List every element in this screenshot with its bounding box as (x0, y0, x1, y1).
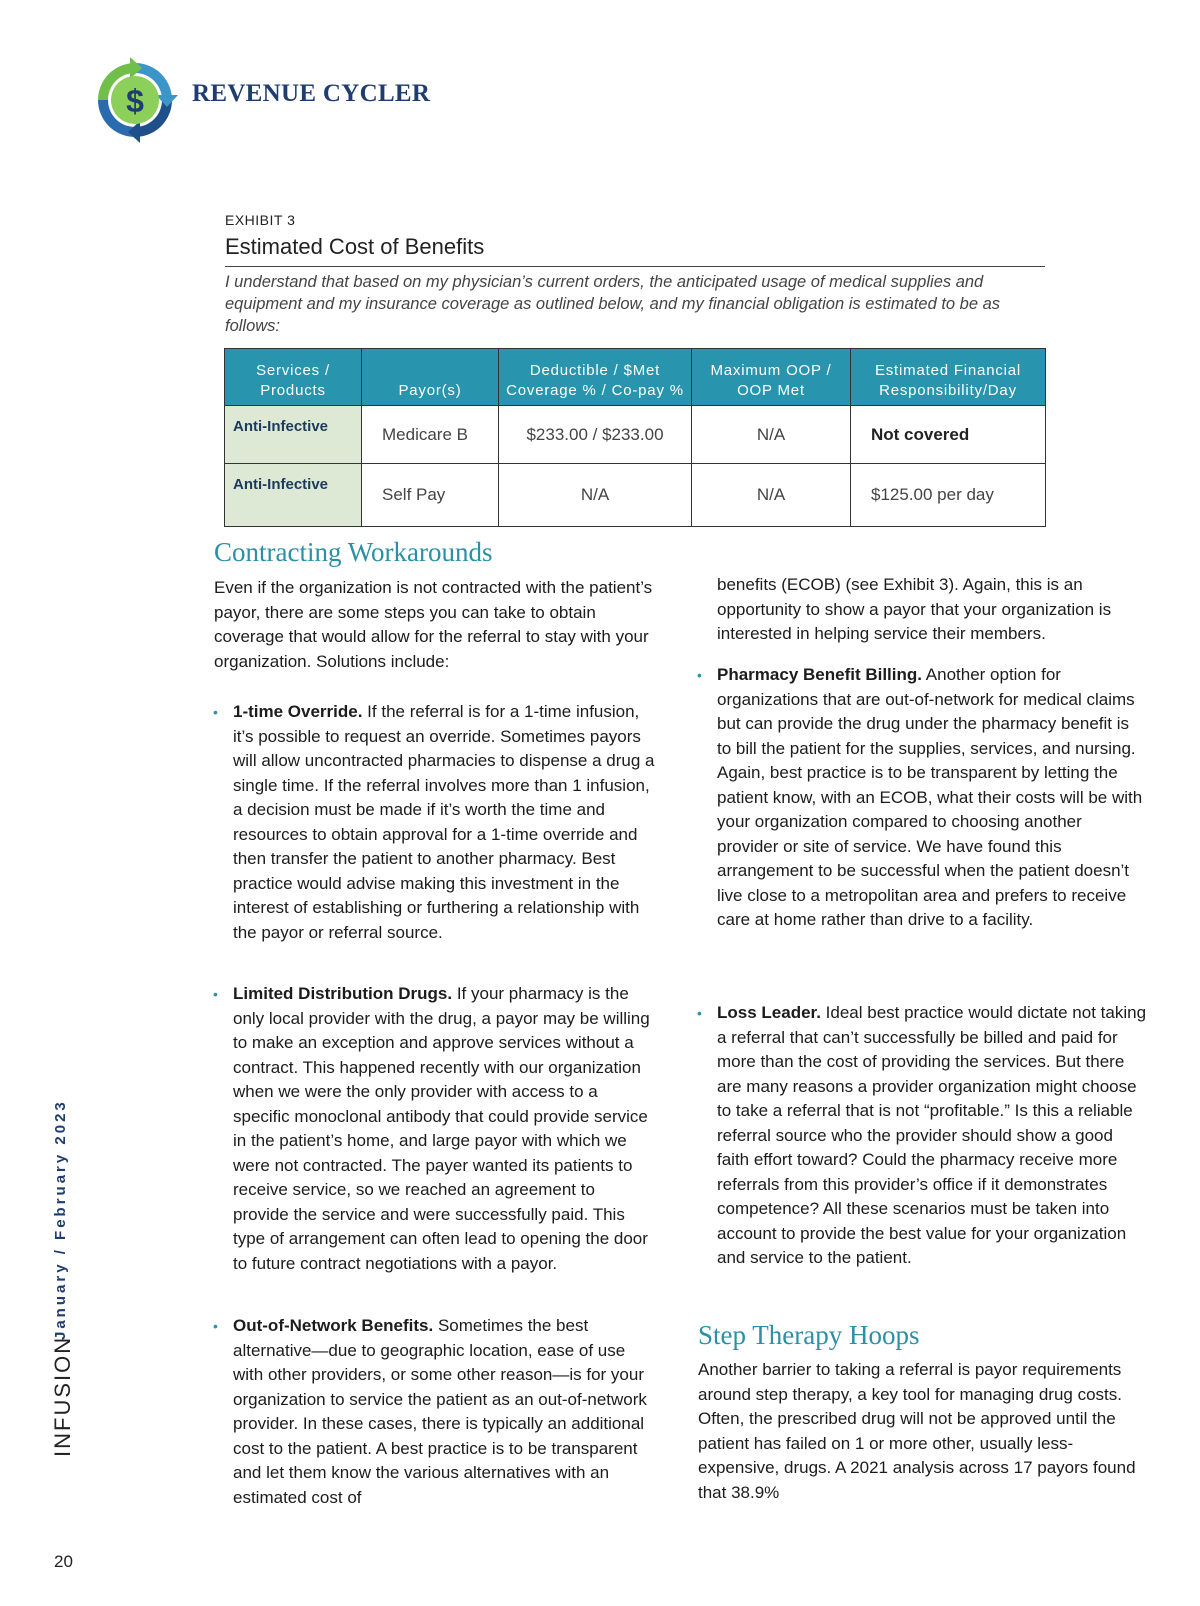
contracting-intro: Even if the organization is not contracted with the patient’s payor, there are some steps you can take to obtain coverage that would allow for the referral to stay with your organization. Solutions include: (214, 578, 653, 671)
bullet-title: Limited Distribution Drugs. (233, 984, 453, 1003)
table-row (225, 406, 1046, 464)
bullet-icon: • (213, 1318, 218, 1334)
bullet-text: Another option for organizations that are out-of-network for medical claims but can provide the drug under the pharmacy benefit is to bill the patient for the supplies, services, and nursing. Again, best practice is to be transparent by letting the patient know, with an ECOB, what their costs will be with your organization compared to choosing another provider or site of service. We have found this arrangement to be successful when the patient doesn’t live close to a metropolitan area and prefers to receive care at home rather than drive to a facility. (717, 665, 1143, 929)
bullet-icon: • (213, 986, 218, 1002)
table-cell-oop: N/A (692, 406, 851, 464)
list-item (697, 663, 1147, 933)
exhibit-title: Estimated Cost of Benefits (225, 234, 1045, 267)
exhibit-label: EXHIBIT 3 (225, 212, 296, 228)
list-item (213, 700, 655, 945)
bullet-text: Sometimes the best alternative—due to geographic location, ease of use with other providers, or some other reason—is for your organization to service the patient as an out-of-network provider. In these cases, there is typically an additional cost to the patient. A best practice is to be transparent and let them know the various alternatives with an estimated cost of (233, 1316, 647, 1507)
table-cell-deductible: $233.00 / $233.00 (499, 406, 692, 464)
bullet-text: If your pharmacy is the only local provider with the drug, a payor may be willing to make an exception and approve services without a contract. This happened recently with our organization when we were the only provider with access to a specific monoclonal antibody that could provide service in the patient’s home, and large payor with which we were not contracted. The payer wanted its patients to receive service, so we reached an agreement to provide the service and were successfully paid. This type of arrangement can often lead to opening the door to future contract negotiations with a payor. (233, 984, 650, 1273)
table-cell-service: Anti-Infective (225, 464, 362, 527)
table-cell-payor: Medicare B (362, 406, 499, 464)
step-therapy-heading: Step Therapy Hoops (698, 1320, 920, 1350)
bullet-title: Pharmacy Benefit Billing. (717, 665, 922, 684)
list-item (697, 1001, 1147, 1271)
table-header: Services / Products (225, 349, 362, 406)
contracting-heading: Contracting Workarounds (214, 537, 493, 567)
exhibit-caption: I understand that based on my physician’s current orders, the anticipated usage of medical supplies and equipment and my insurance coverage as outlined below, and my financial obligation is estimated to be as follows: (225, 273, 1001, 335)
table-cell-responsibility: $125.00 per day (851, 464, 1046, 527)
dollar-cycle-icon (92, 57, 178, 143)
table-header: Deductible / $Met Coverage % / Co-pay % (499, 349, 692, 406)
table-header: Maximum OOP / OOP Met (692, 349, 851, 406)
page-number: 20 (54, 1552, 73, 1571)
table-cell-payor: Self Pay (362, 464, 499, 527)
table-cell-service: Anti-Infective (225, 406, 362, 464)
bullet-title: Out-of-Network Benefits. (233, 1316, 434, 1335)
table-cell-oop: N/A (692, 464, 851, 527)
section-title: REVENUE CYCLER (192, 80, 431, 107)
table-row (225, 464, 1046, 527)
exhibit-header (225, 212, 1045, 337)
benefits-table (224, 348, 1046, 527)
list-item (213, 1314, 655, 1510)
table-cell-responsibility: Not covered (851, 406, 1046, 464)
issue-date: January / February 2023 (52, 1099, 69, 1340)
bullet-title: Loss Leader. (717, 1003, 821, 1022)
svg-text:$: $ (126, 83, 144, 119)
table-header: Payor(s) (362, 349, 499, 406)
table-header: Estimated Financial Responsibility/Day (851, 349, 1046, 406)
table-header-row (225, 349, 1046, 406)
step-therapy-text: Another barrier to taking a referral is payor requirements around step therapy, a key tool for managing drug costs. Often, the prescribed drug will not be approved until the patient has failed on 1 or more other, usually less-expensive, drugs. A 2021 analysis across 17 payors found that 38.9% (698, 1360, 1136, 1502)
bullet-icon: • (697, 1005, 702, 1021)
bullet-title: 1-time Override. (233, 702, 363, 721)
bullet-icon: • (213, 704, 218, 720)
magazine-brand: INFUSION (50, 1335, 75, 1457)
bullet-text: Ideal best practice would dictate not taking a referral that can’t successfully be billed and paid for more than the cost of providing the services. But there are many reasons a provider organization might choose to take a referral that is not “profitable.” Is this a reliable referral source who the provider should show a good faith effort toward? Could the pharmacy receive more referrals from this provider’s office if it demonstrates competence? All these scenarios must be taken into account to provide the best value for your organization and service to the patient. (717, 1003, 1147, 1267)
bullet-text: If the referral is for a 1-time infusion, it’s possible to request an override. Sometimes payors will allow uncontracted pharmacies to dispense a drug a single time. If the referral involves more than 1 infusion, a decision must be made if it’s worth the time and resources to obtain approval for a 1-time override and then transfer the patient to another pharmacy. Best practice would advise making this investment in the interest of establishing or furthering a relationship with the payor or referral source. (233, 702, 655, 942)
table-cell-deductible: N/A (499, 464, 692, 527)
list-item (213, 982, 655, 1276)
continuation-paragraph: benefits (ECOB) (see Exhibit 3). Again, this is an opportunity to show a payor that your organization is interested in helping service their members. (717, 575, 1112, 643)
bullet-icon: • (697, 667, 702, 683)
